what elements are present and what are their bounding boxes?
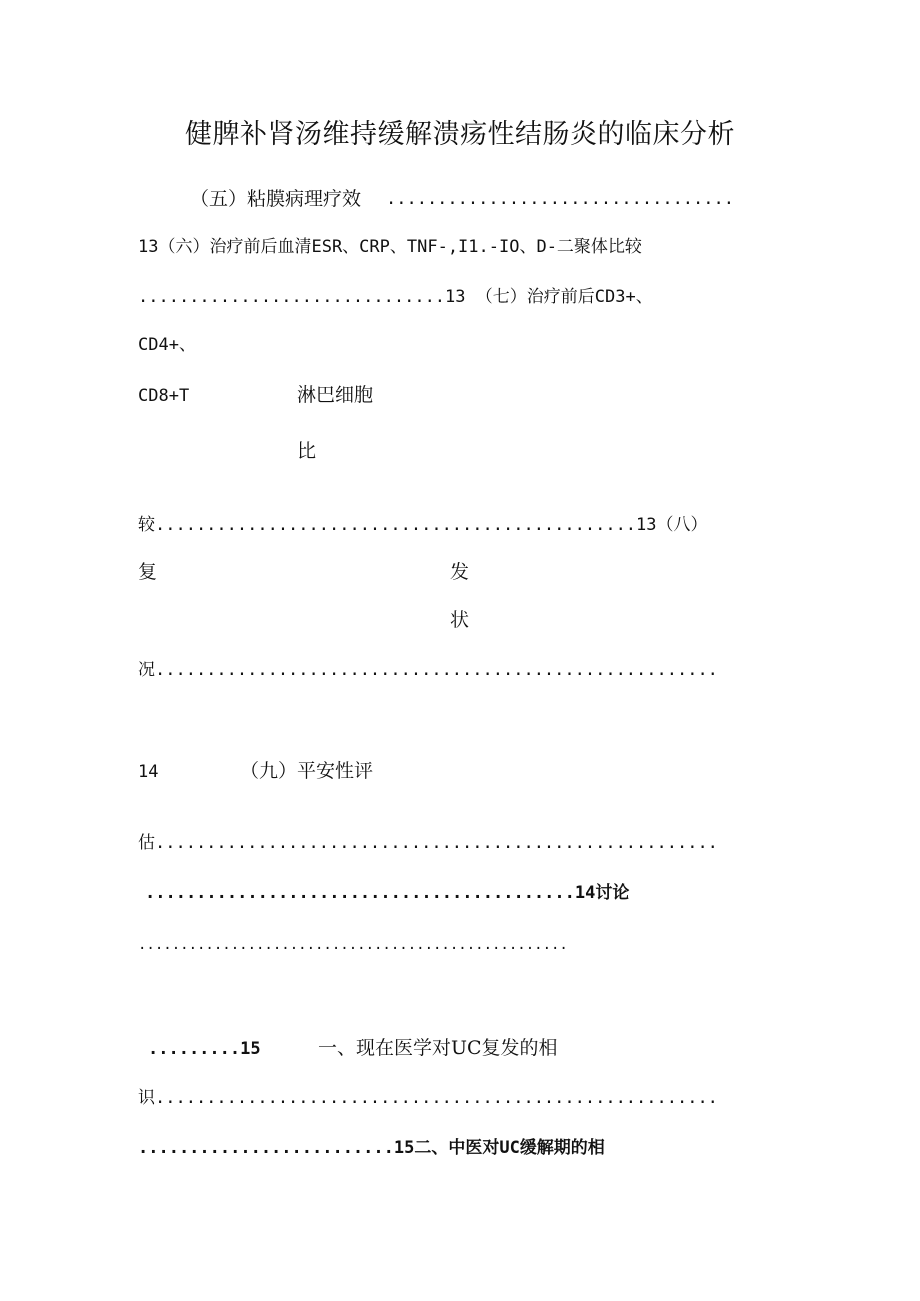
toc-entry-cd4: CD4+、 <box>138 335 196 355</box>
toc-entry-discussion: ..........................................14讨论 <box>145 883 630 903</box>
toc-entry-modern-medicine: 一、现在医学对UC复发的相 <box>318 1037 558 1059</box>
toc-entry-cd3: ..............................13 （七）治疗前后CD3+、 <box>138 287 653 307</box>
toc-leader-dots-2: ................................................... <box>138 937 568 953</box>
toc-entry-ratio: 比 <box>297 440 317 462</box>
toc-entry-serum-markers: 13（六）治疗前后血清ESR、CRP、TNF-,I1.-IO、D-二聚体比较 <box>138 237 642 257</box>
toc-entry-safety: （九）平安性评 <box>240 760 374 782</box>
toc-entry-cd8: CD8+T <box>138 386 190 406</box>
toc-entry-tcm: .........................15二、中医对UC缓解期的相 <box>138 1138 605 1158</box>
toc-page-15: .........15 <box>148 1039 261 1059</box>
toc-entry-assessment: 估....................................................... <box>138 833 718 853</box>
toc-entry-relapse-1: 复 <box>138 561 158 583</box>
toc-entry-situation: 况....................................................... <box>138 660 718 680</box>
toc-leader-dots: .................................. <box>386 189 734 209</box>
toc-entry-status: 状 <box>450 609 470 631</box>
toc-page-number: 14 <box>138 762 159 782</box>
toc-entry-compare: 较...............................................13（八） <box>138 515 708 535</box>
toc-entry-mucosa-pathology: （五）粘膜病理疗效 <box>190 188 362 210</box>
toc-entry-recognition: 识....................................................... <box>138 1088 718 1108</box>
toc-entry-relapse-2: 发 <box>450 561 470 583</box>
document-title: 健脾补肾汤维持缓解溃疡性结肠炎的临床分析 <box>185 119 735 150</box>
toc-entry-lymphocyte: 淋巴细胞 <box>297 384 374 406</box>
